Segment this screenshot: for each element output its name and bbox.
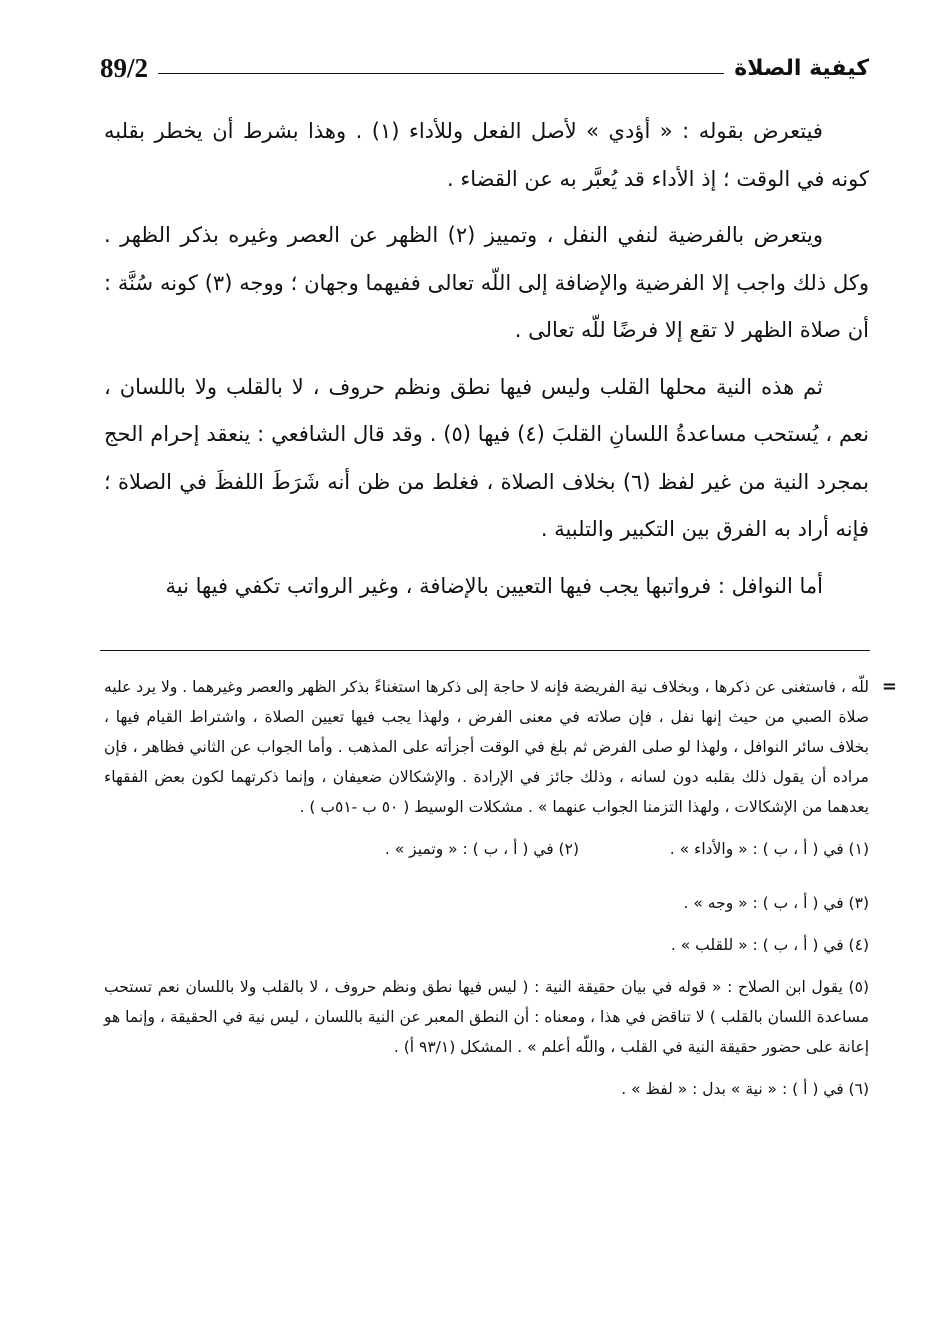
page-header [100, 48, 869, 88]
header-rule [158, 73, 724, 74]
footnote-3: (٣) في ( أ ، ب ) : « وجه » . [683, 894, 869, 912]
footnotes [104, 672, 897, 1116]
paragraph: أما النوافل : فرواتبها يجب فيها التعيين بالإضافة ، وغير الرواتب تكفي فيها نية [165, 573, 823, 598]
footnote-2: (٢) في ( أ ، ب ) : « وتميز » . [384, 840, 579, 858]
footnote-4: (٤) في ( أ ، ب ) : « للقلب » . [670, 936, 869, 954]
footnote-5: (٥) يقول ابن الصلاح : « قوله في بيان حقيقة النية : ( ليس فيها نطق ونظم حروف ، لا بالقلب ولا باللسان نعم تستحب مساعدة اللسان بالقلب ) لا تناقض في هذا ، ومعناه : أن النطق المعبر عن النية باللسان ، ليس نية في الحقيقة ، وإنما هو إعانة على حضور حقيقة النية في القلب ، واللّه أعلم » . المشكل (٩٣/١ أ) . [104, 978, 869, 1056]
footnote-separator [100, 650, 870, 651]
footnote-1: (١) في ( أ ، ب ) : « والأداء » . [669, 840, 869, 858]
footnote-row [104, 834, 869, 876]
paragraph: ويتعرض بالفرضية لنفي النفل ، وتمييز (٢) الظهر عن العصر وغيره بذكر الظهر . وكل ذلك واجب إلا الفرضية والإضافة إلى اللّه تعالى ففيهما وجهان ؛ ووجه (٣) كونه سُنَّة : أن صلاة الظهر لا تقع إلا فرضًا للّه تعالى . [104, 223, 869, 342]
continuation-mark: = [881, 676, 897, 697]
footnote-continuation [104, 672, 897, 822]
paragraph: فيتعرض بقوله : « أؤدي » لأصل الفعل وللأداء (١) . وهذا بشرط أن يخطر بقلبه كونه في الوقت ؛ إذ الأداء قد يُعبَّر به عن القضاء . [104, 119, 869, 191]
main-text [104, 108, 869, 619]
chapter-title: كيفية الصلاة [734, 55, 869, 81]
footnote-continuation-text: للّه ، فاستغنى عن ذكرها ، وبخلاف نية الفريضة فإنه لا حاجة إلى ذكرها استغناءً بذكر الظهر والعصر وغيرهما . ولا يرد عليه صلاة الصبي من حيث إنها نفل ، فإن صلاته في معنى الفرض ، ولهذا يجب فيها تعيين الصلاة ، واشتراط القيام فيها ، بخلاف سائر النوافل ، ولهذا لو صلى الفرض ثم بلغ في الوقت أجزأته على المذهب . وأما الجواب عن الثاني فظاهر ، فإن مراده أن يقول ذلك بقلبه دون لسانه ، وذلك جائز في الإرادة . والإشكالان ضعيفان ، وإنما ذكرتهما لكون بعض الفقهاء يعدهما من الإشكالات ، ولهذا التزمنا الجواب عنهما » . مشكلات الوسيط ( ٥٠ ب -٥١ب ) . [104, 678, 869, 816]
page-number: 89/2 [100, 52, 149, 83]
paragraph: ثم هذه النية محلها القلب وليس فيها نطق ونظم حروف ، لا بالقلب ولا باللسان ، نعم ، يُستحب مساعدةُ اللسانِ القلبَ (٤) فيها (٥) . وقد قال الشافعي : ينعقد إحرام الحج بمجرد النية من غير لفظ (٦) بخلاف الصلاة ، فغلط من ظن أنه شَرَطَ اللفظَ في الصلاة ؛ فإنه أراد به الفرق بين التكبير والتلبية . [104, 374, 870, 541]
footnote-6: (٦) في ( أ ) : « نية » بدل : « لفظ » . [621, 1080, 869, 1098]
